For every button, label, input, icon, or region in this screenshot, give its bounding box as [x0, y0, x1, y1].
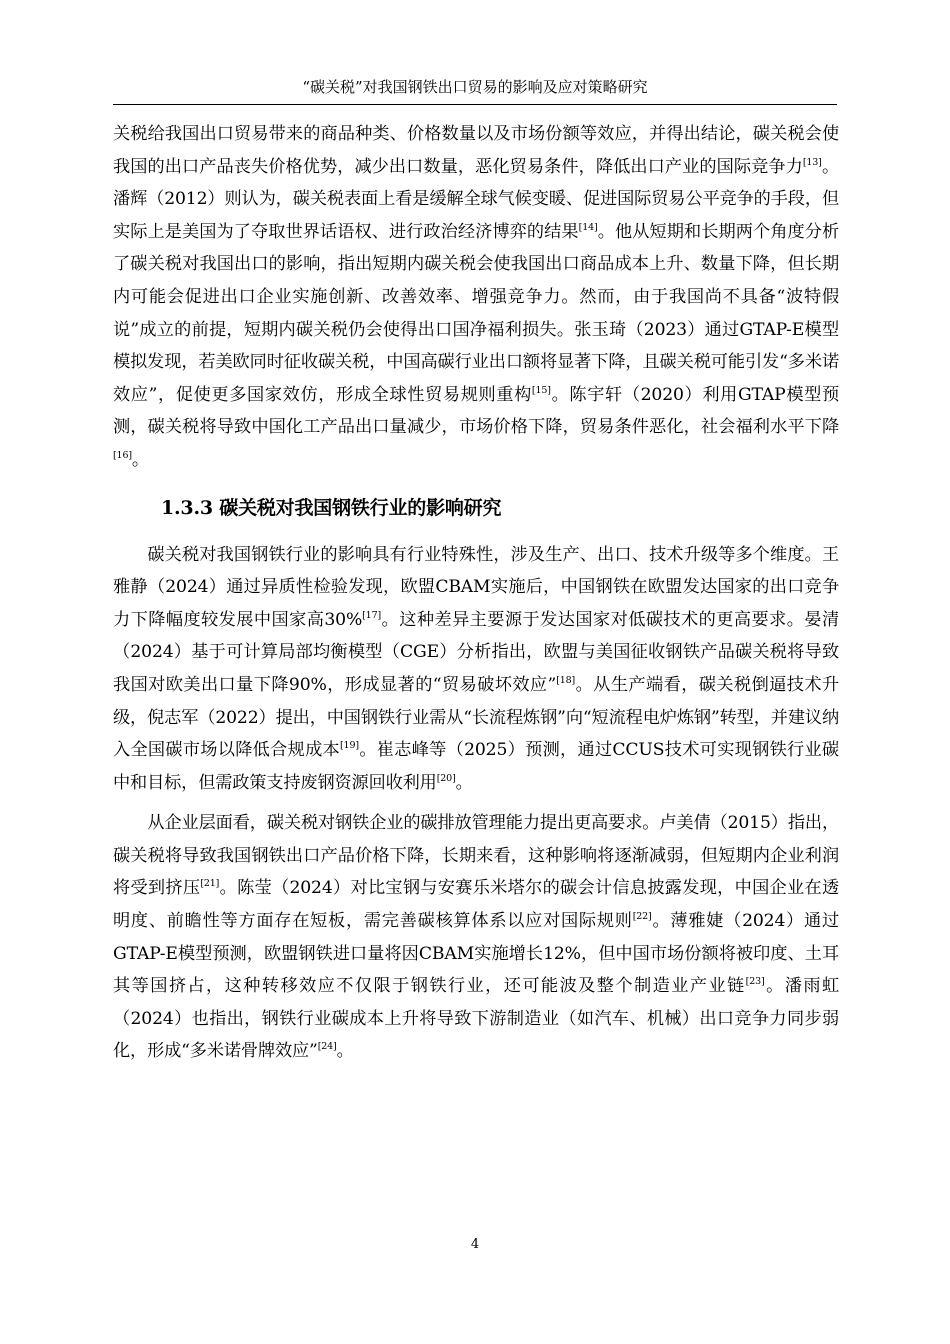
paragraph-text: 关税给我国出口贸易带来的商品种类、价格数量以及市场份额等效应，并得出结论，碳关税会使我国的出口产品丧失价格优势，减少出口数量，恶化贸易条件，降低出口产业的国际竞争力 [113, 124, 839, 177]
paragraph-text: 碳关税对我国钢铁行业的影响具有行业特殊性，涉及生产、出口、技术升级等多个维度。王雅静（2024）通过异质性检验发现，欧盟CBAM实施后，中国钢铁在欧盟发达国家的出口竞争力下降幅度较发展中国家高30% [113, 544, 839, 630]
citation-ref: [14] [578, 221, 598, 233]
paragraph-1 [113, 118, 839, 477]
paragraph-3 [113, 807, 839, 1068]
paragraph-text: 。陈宇轩（2020）利用GTAP模型预测，碳关税将导致中国化工产品出口量减少，市场价格下降，贸易条件恶化，社会福利水平下降 [113, 384, 839, 438]
citation-ref: [23] [745, 976, 765, 988]
paragraph-text: 。崔志峰等（2025）预测，通过CCUS技术可实现钢铁行业碳中和目标，但需政策支持废钢资源回收利用 [113, 740, 839, 793]
page-number: 4 [470, 1237, 480, 1252]
citation-ref: [15] [531, 384, 551, 396]
paragraph-text: 。 [336, 1041, 354, 1062]
citation-ref: [17] [362, 609, 382, 621]
citation-ref: [18] [556, 674, 576, 686]
paragraph-text: 。这种差异主要源于发达国家对低碳技术的更高要求。晏清（2024）基于可计算局部均衡模型（CGE）分析指出，欧盟与美国征收钢铁产品碳关税将导致我国对欧美出口量下降90%，形成显著的“贸易破坏效应” [113, 609, 839, 695]
citation-ref: [16] [113, 449, 132, 461]
paragraph-text: 。他从短期和长期两个角度分析了碳关税对我国出口的影响，指出短期内碳关税会使我国出口商品成本上升、数量下降，但长期内可能会促进出口企业实施创新、改善效率、增强竞争力。然而，由于我国尚不具备“波特假说”成立的前提，短期内碳关税仍会使得出口国净福利损失。张玉琦（2023）通过GTAP-E模型模拟发现，若美欧同时征收碳关税，中国高碳行业出口额将显著下降，且碳关税可能引发“多米诺效应”，促使更多国家效仿，形成全球性贸易规则重构 [113, 221, 840, 405]
citation-ref: [20] [436, 772, 456, 784]
paragraph-text: 。从生产端看，碳关税倒逼技术升级，倪志军（2022）提出，中国钢铁行业需从“长流程炼钢”向“短流程电炉炼钢”转型，并建议纳入全国碳市场以降低合规成本 [113, 674, 839, 761]
paragraph-text: 。 [455, 772, 473, 793]
citation-ref: [19] [340, 740, 359, 752]
citation-ref: [13] [802, 156, 822, 168]
citation-ref: [22] [632, 911, 652, 923]
header-divider [113, 104, 837, 105]
section-heading: 1.3.3 碳关税对我国钢铁行业的影响研究 [161, 496, 502, 519]
paragraph-2 [113, 539, 839, 800]
paragraph-text: 。潘辉（2012）则认为，碳关税表面上看是缓解全球气候变暖、促进国际贸易公平竞争的手段，但实际上是美国为了夺取世界话语权、进行政治经济博弈的结果 [113, 156, 839, 242]
paragraph-text: 。 [131, 449, 149, 470]
paragraph-text: 从企业层面看，碳关税对钢铁企业的碳排放管理能力提出更高要求。卢美倩（2015）指出，碳关税将导致我国钢铁出口产品价格下降，长期来看，这种影响将逐渐减弱，但短期内企业利润将受到挤压 [113, 813, 839, 899]
running-header: “碳关税”对我国钢铁出口贸易的影响及应对策略研究 [302, 78, 648, 96]
page-body [113, 118, 839, 1068]
paragraph-text: 。陈莹（2024）对比宝钢与安赛乐米塔尔的碳会计信息披露发现，中国企业在透明度、前瞻性等方面存在短板，需完善碳核算体系以应对国际规则 [113, 878, 839, 932]
paragraph-text: 。薄雅婕（2024）通过GTAP-E模型预测，欧盟钢铁进口量将因CBAM实施增长12%，但中国市场份额将被印度、土耳其等国挤占，这种转移效应不仅限于钢铁行业，还可能波及整个制造业产业链 [113, 911, 839, 997]
citation-ref: [21] [200, 878, 220, 890]
paragraph-text: 。潘雨虹（2024）也指出，钢铁行业碳成本上升将导致下游制造业（如汽车、机械）出口竞争力同步弱化，形成“多米诺骨牌效应” [113, 976, 839, 1062]
citation-ref: [24] [317, 1041, 337, 1053]
